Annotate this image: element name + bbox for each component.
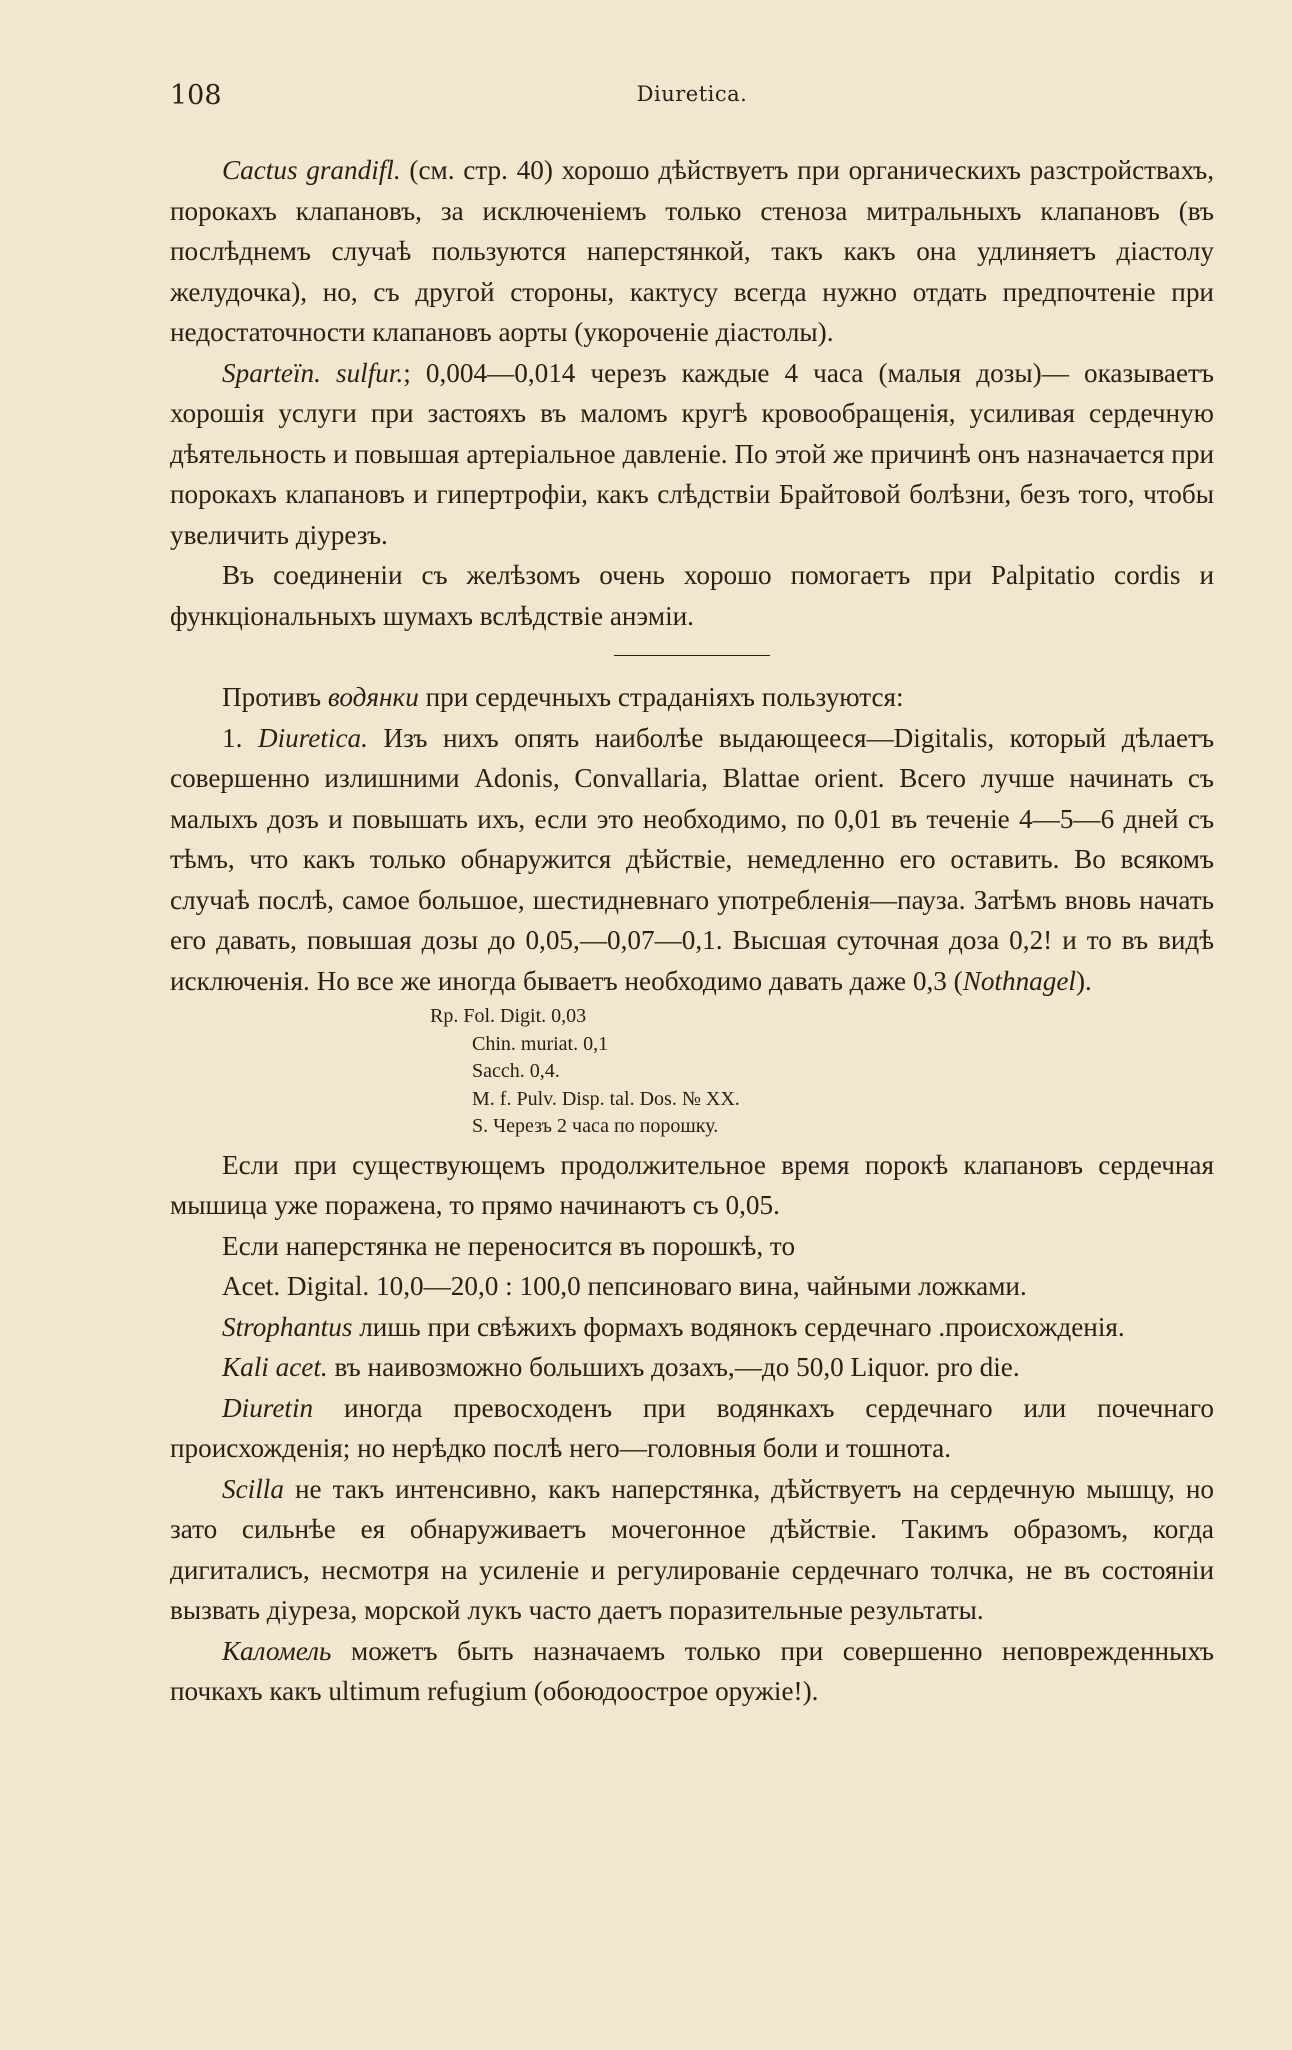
prescription-line: M. f. Pulv. Disp. tal. Dos. № XX. (472, 1087, 740, 1110)
paragraph-powder-intolerance: Если наперстянка не переносится въ порошкѣ, то (222, 1230, 796, 1261)
page-number: 108 (170, 80, 222, 111)
prescription-line: Chin. muriat. 0,1 (472, 1032, 609, 1055)
paragraph-scilla: Scilla не такъ интенсивно, какъ наперстянка, дѣйствуетъ на сердечную мышцу, но зато сильнѣе ея обнаруживаетъ мочегонное дѣйствіе. Такимъ образомъ, когда дигиталисъ, несмотря на усиленіе и регулированіе сердечнаго толчка, не въ состояніи вызвать діуреза, морской лукъ часто даетъ поразительные результаты. (170, 1473, 1214, 1625)
paragraph-diuretica: 1. Diuretica. Изъ нихъ опять наиболѣе выдающееся—Digitalis, который дѣлаетъ совершенно излишними Adonis, Convallaria, Blattae orient. Всего лучше начинать съ малыхъ дозъ и повышать ихъ, если это необходимо, по 0,01 въ теченіе 4—5—6 дней съ тѣмъ, что какъ только обнаружится дѣйствіе, немедленно его оставить. Во всякомъ случаѣ послѣ, самое большое, шестидневнаго употребленія—пауза. Затѣмъ вновь начать его давать, повышая дозы до 0,05,—0,07—0,1. Высшая суточная доза 0,2! и то въ видѣ исключенія. Но все же иногда бываетъ необходимо давать даже 0,3 (Nothnagel). (170, 722, 1215, 996)
drug-name: Каломель (222, 1635, 332, 1666)
paragraph-acet-digital: Acet. Digital. 10,0—20,0 : 100,0 пепсиноваго вина, чайными ложками. (222, 1271, 1027, 1301)
paragraph-calomel: Каломель можетъ быть назначаемъ только при совершенно неповрежденныхъ почкахъ какъ ultimum refugium (обоюдоострое оружіе!). (170, 1635, 1214, 1706)
drug-name: Diuretica. (257, 722, 368, 753)
emphasis: водянки (327, 682, 419, 712)
page-body (170, 150, 1214, 1712)
prescription-line: Rp. Fol. Digit. 0,03 (430, 1005, 587, 1027)
running-head: Diuretica. (636, 82, 748, 106)
drug-name: Strophantus (222, 1311, 353, 1342)
paragraph-cactus: Cactus grandifl. (см. стр. 40) хорошо дѣйствуетъ при органическихъ разстройствахъ, порокахъ клапановъ, за исключеніемъ только стеноза митральныхъ клапановъ (въ послѣднемъ случаѣ пользуются наперстянкой, такъ какъ она удлиняетъ діастолу желудочка), но, съ другой стороны, кактусу всегда нужно отдать предпочтеніе при недостаточности клапановъ аорты (укороченіе діастолы). (170, 155, 1215, 347)
drug-name: Diuretin (222, 1392, 314, 1423)
drug-name: Cactus grandifl. (222, 155, 401, 185)
paragraph-iron-combination: Въ соединеніи съ желѣзомъ очень хорошо помогаетъ при Palpitatio cordis и функціональныхъ шумахъ вслѣдствіе анэміи. (170, 560, 1214, 631)
paragraph-diuretin: Diuretin иногда превосходенъ при водянкахъ сердечнаго или почечнаго происхожденія; но нерѣдко послѣ него—головныя боли и тошнота. (170, 1392, 1214, 1463)
paragraph-damaged-muscle: Если при существующемъ продолжительное время порокѣ клапановъ сердечная мышица уже поражена, то прямо начинаютъ съ 0,05. (170, 1149, 1214, 1220)
paragraph-strophantus: Strophantus лишь при свѣжихъ формахъ водянокъ сердечнаго .происхожденія. (222, 1311, 1125, 1342)
drug-name: Kali acet. (222, 1352, 328, 1382)
paragraph-kali-acet: Kali acet. въ наивозможно большихъ дозахъ,—до 50,0 Liquor. pro die. (222, 1352, 1020, 1382)
section-divider (614, 655, 770, 656)
paragraph-spartein: Sparteїn. sulfur.; 0,004—0,014 черезъ каждые 4 часа (малыя дозы)— оказываетъ хорошія услуги при застояхъ въ маломъ кругѣ кровообращенія, усиливая сердечную дѣятельность и повышая артеріальное давленіе. По этой же причинѣ онъ назначается при порокахъ клапановъ и гипертрофіи, какъ слѣдствіи Брайтовой болѣзни, безъ того, чтобы увеличить діурезъ. (170, 357, 1214, 550)
paragraph-dropsy-intro: Противъ водянки при сердечныхъ страданіяхъ пользуются: (222, 682, 904, 712)
author-name: Nothnagel (962, 965, 1076, 996)
drug-name: Scilla (222, 1473, 284, 1504)
prescription (430, 1003, 1214, 1141)
prescription-line: Sacch. 0,4. (472, 1060, 560, 1082)
page-header (170, 80, 1214, 120)
prescription-line: S. Черезъ 2 часа по порошку. (472, 1115, 719, 1137)
drug-name: Sparteїn. sulfur. (222, 357, 404, 388)
